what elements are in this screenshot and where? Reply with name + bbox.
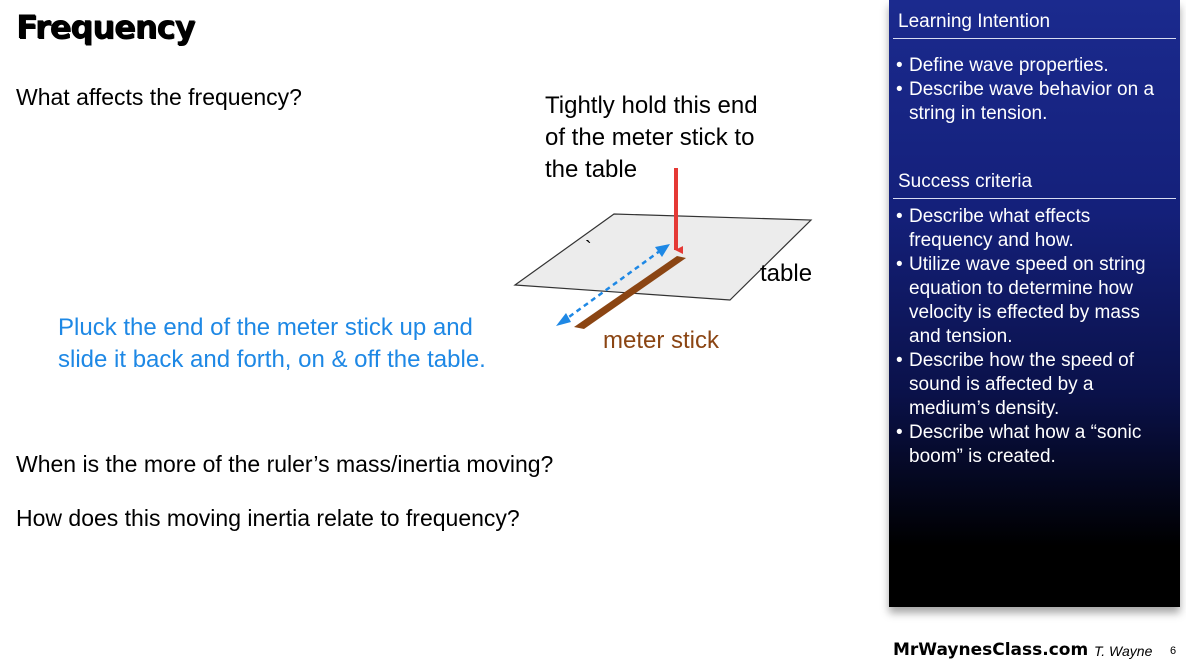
page-number: 6 [1170,645,1177,657]
list-item: • Utilize wave speed on string equation to determine how velocity is effected by mass and tension. [896,253,1170,349]
list-item: • Describe what how a “sonic boom” is created. [896,421,1170,469]
footer-author: T. Wayne [1094,643,1153,659]
pluck-line: slide it back and forth, on & off the table. [58,346,486,373]
footer-site: MrWaynesClass.com [893,640,1089,660]
meter-stick-label: meter stick [603,327,720,354]
pluck-arrowhead-start [556,313,571,326]
objectives-sidebar [889,0,1180,607]
slide-title: Frequency [16,8,195,46]
question-mass-moving: When is the more of the ruler’s mass/inertia moving? [16,451,554,477]
pluck-instruction [58,312,486,376]
instruction-line: Tightly hold this end [545,92,758,119]
list-item: • Define wave properties. [896,54,1170,78]
list-item: • Describe what effects frequency and how. [896,205,1170,253]
list-item: • Describe wave behavior on a string in tension. [896,78,1170,126]
table-label: table [760,260,813,287]
success-criteria-list [896,205,1170,469]
instruction-line: the table [545,156,638,183]
list-item: • Describe how the speed of sound is affected by a medium’s density. [896,349,1170,421]
success-criteria-heading: Success criteria [898,171,1033,192]
learning-intention-heading: Learning Intention [898,11,1051,32]
learning-intention-divider [893,38,1176,39]
instruction-line: of the meter stick to [545,124,755,151]
pluck-line: Pluck the end of the meter stick up and [58,314,473,341]
question-inertia-frequency: How does this moving inertia relate to frequency? [16,505,520,531]
question-what-affects: What affects the frequency? [16,84,302,110]
learning-intention-list [896,54,1170,126]
success-criteria-divider [893,198,1176,199]
tick-mark: ` [585,238,592,260]
